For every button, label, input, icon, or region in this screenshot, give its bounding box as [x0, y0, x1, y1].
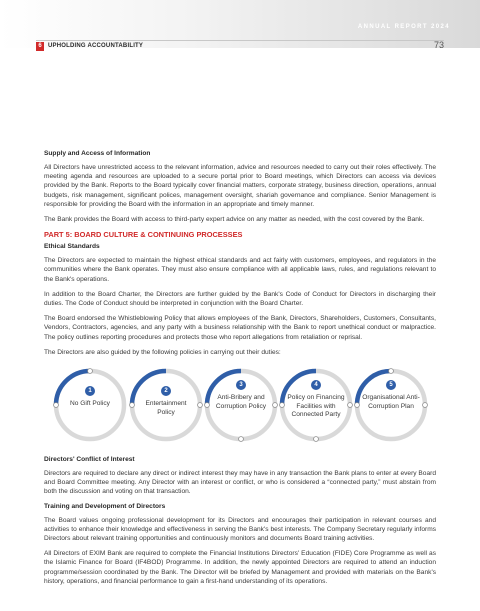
part5-heading: PART 5: BOARD CULTURE & CONTINUING PROCESSES — [44, 230, 243, 240]
training-heading: Training and Development of Directors — [44, 502, 166, 510]
connector-dot — [314, 437, 319, 442]
policy-5-number: 5 — [386, 380, 396, 390]
connector-dot — [54, 403, 59, 408]
ethics-paragraph-1: The Directors are expected to maintain the highest ethical standards and act fairly with customers, employees, and regulators in the communities where the Bank operates. They must also ensure compliance with all applicable laws, rules, and regulations relevant to the Bank's operations. — [44, 257, 436, 283]
policy-1-label: No Gift Policy — [70, 400, 110, 408]
page-content — [44, 150, 436, 592]
policy-4-label: Policy on Financing Facilities with Connected Party — [287, 394, 345, 419]
policy-2-number: 2 — [161, 386, 171, 396]
policy-1-number: 1 — [85, 386, 95, 396]
connector-dot — [205, 403, 210, 408]
connector-dot — [198, 403, 203, 408]
report-label: ANNUAL REPORT 2024 — [357, 24, 450, 30]
page-number: 73 — [433, 40, 444, 50]
header-divider — [36, 40, 444, 41]
ethical-standards-heading: Ethical Standards — [44, 243, 100, 251]
connector-dot — [280, 403, 285, 408]
policies-diagram — [44, 363, 436, 448]
connector-dot — [423, 403, 428, 408]
training-paragraph-2: All Directors of EXIM Bank are required to complete the Financial Institutions Directors' Education (FIDE) Core Programme as well as the Islamic Finance for Board (IF4BOD) Programme. In addition, the newly appointed Directors are required to attend an induction programme/session coordinated by the Bank. The Director will be briefed by Management and provided with materials on the Bank's history, operations, and financial performance to gain a first-hand understanding of its operations. — [44, 550, 436, 585]
connector-dot — [355, 403, 360, 408]
supply-paragraph-2: The Bank provides the Board with access to third-party expert advice on any matter as needed, with the cost covered by the Bank. — [44, 216, 425, 224]
chapter-title: UPHOLDING ACCOUNTABILITY — [48, 43, 144, 49]
connector-dot — [389, 369, 394, 374]
ethics-paragraph-4: The Directors are also guided by the following policies in carrying out their duties: — [44, 348, 281, 356]
training-paragraph-1: The Board values ongoing professional development for its Directors and encourages their participation in relevant courses and activities to enhance their knowledge and effectiveness in serving the Bank's best interests. The Company Secretary regularly informs Directors about relevant training opportunities and continuously monitors and documents Board training activities. — [44, 516, 436, 543]
supply-heading: Supply and Access of Information — [44, 150, 151, 157]
chapter-number-badge: 6 — [36, 42, 44, 51]
connector-dot — [273, 403, 278, 408]
conflict-heading: Directors' Conflict of Interest — [44, 456, 135, 464]
connector-dot — [88, 369, 93, 374]
policy-4-number: 4 — [311, 380, 321, 390]
conflict-paragraph-1: Directors are required to declare any direct or indirect interest they may have in any transaction the Bank plans to enter at every Board and Board Committee meeting. Any Director with an interest or conflict, or who is considered a “connected party,” must abstain from both the discussion and voting on that transaction. — [44, 470, 436, 496]
connector-dot — [130, 403, 135, 408]
policy-2-label: Entertainment Policy — [145, 400, 187, 416]
ethics-paragraph-2: In addition to the Board Charter, the Directors are further guided by the Bank's Code of Conduct for Directors in discharging their duties. The Code of Conduct should be interpreted in conjunction with the Board Charter. — [44, 290, 436, 308]
ethics-paragraph-3: The Board endorsed the Whistleblowing Policy that allows employees of the Bank, Directors, Shareholders, Customers, Consultants, Vendors, Contractors, agencies, and any party with a business relationship with the Bank to report unethical conduct or malpractice. The policy outlines reporting procedures and protects those who report allegations from retaliation or reprisal. — [44, 315, 436, 341]
connector-dot — [239, 437, 244, 442]
connector-dot — [348, 403, 353, 408]
supply-paragraph-1: All Directors have unrestricted access to the relevant information, advice and resources needed to carry out their roles effectively. The meeting agenda and resources are uploaded to a secure portal prior to Board meetings, which Directors can access via devices provided by the Bank. Reports to the Board typically cover financial matters, corporate strategy, business direction, operations, annual budgets, risk management, significant polices, management oversight, shariah governance and compliance. Senior Management is responsible for providing the Board with the information in an appropriate and timely manner. — [44, 164, 436, 208]
policy-3-label: Anti-Bribery and Corruption Policy — [215, 394, 267, 410]
policy-5-label: Organisational Anti-Corruption Plan — [362, 394, 420, 410]
policy-3-number: 3 — [236, 380, 246, 390]
